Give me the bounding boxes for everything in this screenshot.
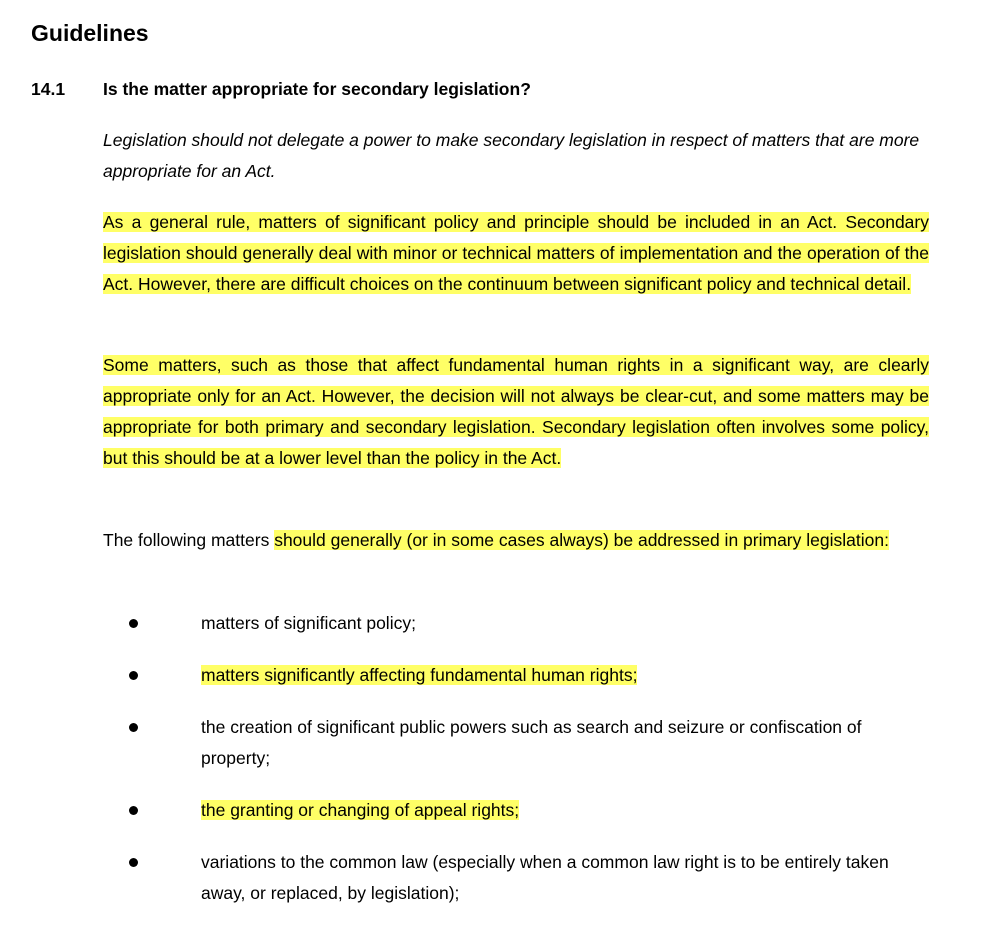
section-title: Is the matter appropriate for secondary legislation? [103, 79, 531, 99]
bullet-icon [129, 619, 138, 628]
bullet-icon [129, 671, 138, 680]
paragraph-general-rule [103, 207, 929, 300]
highlighted-text: Some matters, such as those that affect fundamental human rights in a significant way, are clearly appropriate only for an Act. However, the decision will not always be clear-cut, and some matters may be appropriate for both primary and secondary legislation. Secondary legislation often involves some policy, but this should be at a lower level than the policy in the Act. [103, 355, 929, 468]
list-item-text: matters of significant policy; [201, 613, 416, 633]
intro-paragraph: Legislation should not delegate a power to make secondary legislation in respect of matters that are more appropriate for an Act. [103, 130, 920, 181]
list-item-text: the creation of significant public powers such as search and seizure or confiscation of property; [201, 717, 862, 768]
highlighted-text: As a general rule, matters of significant policy and principle should be included in an Act. Secondary legislation should generally deal with minor or technical matters of implementation and the operation of the Act. However, there are difficult choices on the continuum between significant policy and technical detail. [103, 212, 929, 294]
page-heading: Guidelines [31, 20, 149, 46]
paragraph-fundamental-rights [103, 350, 929, 474]
list-item-text [201, 660, 929, 691]
section-number: 14.1 [31, 79, 66, 99]
highlighted-text: should generally (or in some cases always) be addressed in primary legislation: [274, 530, 889, 550]
bullet-icon [129, 723, 138, 732]
highlighted-text: matters significantly affecting fundamental human rights; [201, 665, 638, 685]
bullet-icon [129, 858, 138, 867]
highlighted-text: the granting or changing of appeal rights; [201, 800, 520, 820]
list-item-text: variations to the common law (especially when a common law right is to be entirely taken away, or replaced, by legislation); [201, 852, 889, 903]
plain-text: The following matters [103, 530, 275, 550]
bullet-icon [129, 806, 138, 815]
paragraph-following-matters [103, 525, 929, 556]
list-item-text [201, 795, 929, 826]
